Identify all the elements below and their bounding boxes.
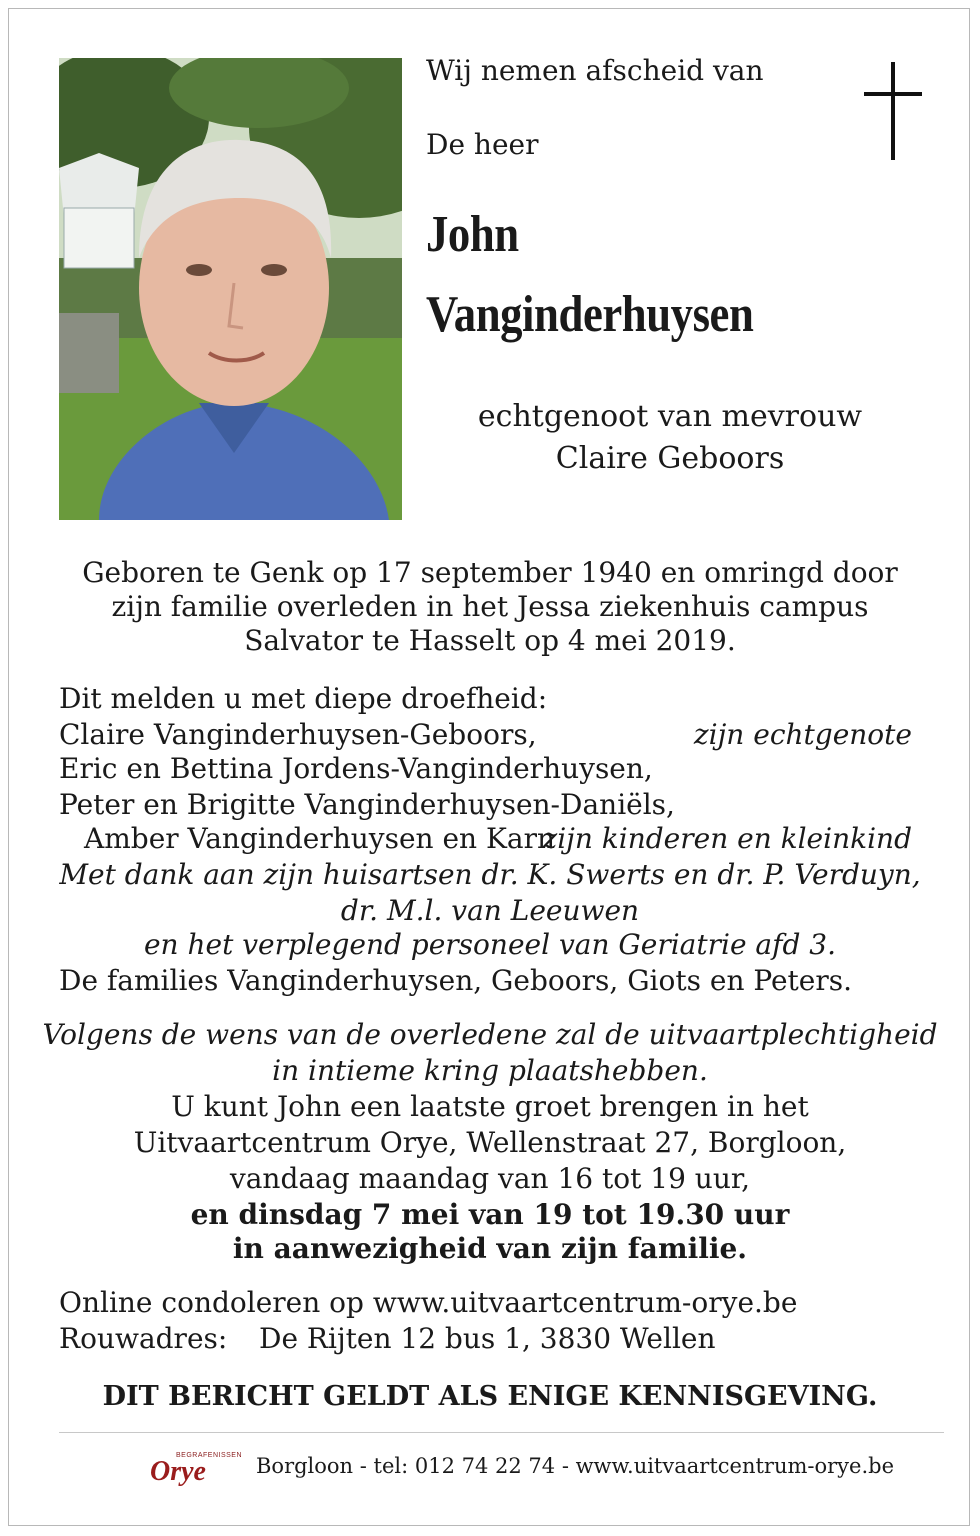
orye-logo: BEGRAFENISSEN Orye	[150, 1452, 243, 1487]
address-label: Rouwadres:	[59, 1322, 228, 1355]
wish-line-2: in intieme kring plaatshebben.	[272, 1054, 708, 1087]
visit-line-1: U kunt John een laatste groet brengen in het	[171, 1090, 809, 1123]
visit-line-2: Uitvaartcentrum Orye, Wellenstraat 27, Borgloon,	[133, 1126, 847, 1159]
mourners-intro: Dit melden u met diepe droefheid:	[59, 682, 548, 715]
footer-divider	[59, 1432, 944, 1433]
thanks-line-1: Met dank aan zijn huisartsen dr. K. Swerts en dr. P. Verduyn,	[59, 858, 921, 891]
birth-line-1: Geboren te Genk op 17 september 1940 en omringd door	[82, 556, 898, 589]
visit-line-4: en dinsdag 7 mei van 19 tot 19.30 uur	[190, 1198, 790, 1231]
thanks-line-3: en het verplegend personeel van Geriatrie afd 3.	[143, 928, 837, 961]
birth-line-2: zijn familie overleden in het Jessa ziekenhuis campus	[111, 590, 869, 623]
visit-line-3: vandaag maandag van 16 tot 19 uur,	[229, 1162, 751, 1195]
last-name: Vanginderhuysen	[426, 286, 754, 343]
intro-line: Wij nemen afscheid van	[426, 54, 764, 87]
online-condolences: Online condoleren op www.uitvaartcentrum-orye.be	[59, 1286, 798, 1319]
children-role: zijn kinderen en kleinkind	[542, 822, 912, 855]
spouse-line: echtgenoot van mevrouw	[477, 399, 863, 434]
thanks-line-2: dr. M.l. van Leeuwen	[340, 894, 640, 927]
mourner-claire: Claire Vanginderhuysen-Geboors,	[59, 718, 537, 751]
notice-line: DIT BERICHT GELDT ALS ENIGE KENNISGEVING.	[102, 1381, 878, 1412]
mourner-eric: Eric en Bettina Jordens-Vanginderhuysen,	[59, 752, 653, 785]
address-value: De Rijten 12 bus 1, 3830 Wellen	[259, 1322, 716, 1355]
portrait-photo	[59, 58, 402, 520]
visit-line-5: in aanwezigheid van zijn familie.	[232, 1232, 748, 1265]
mourner-claire-role: zijn echtgenote	[693, 718, 912, 751]
footer-contact: Borgloon - tel: 012 74 22 74 - www.uitvaartcentrum-orye.be	[256, 1454, 894, 1478]
spouse-name: Claire Geboors	[555, 441, 785, 476]
title-line: De heer	[426, 128, 539, 161]
first-name: John	[426, 206, 519, 263]
families-line: De families Vanginderhuysen, Geboors, Giots en Peters.	[59, 964, 853, 997]
birth-line-3: Salvator te Hasselt op 4 mei 2019.	[244, 624, 736, 657]
mourner-amber: Amber Vanginderhuysen en Karn	[84, 822, 556, 855]
cross-icon	[864, 62, 922, 160]
mourner-peter: Peter en Brigitte Vanginderhuysen-Daniëls,	[59, 788, 675, 821]
wish-line-1: Volgens de wens van de overledene zal de uitvaartplechtigheid	[42, 1018, 938, 1051]
